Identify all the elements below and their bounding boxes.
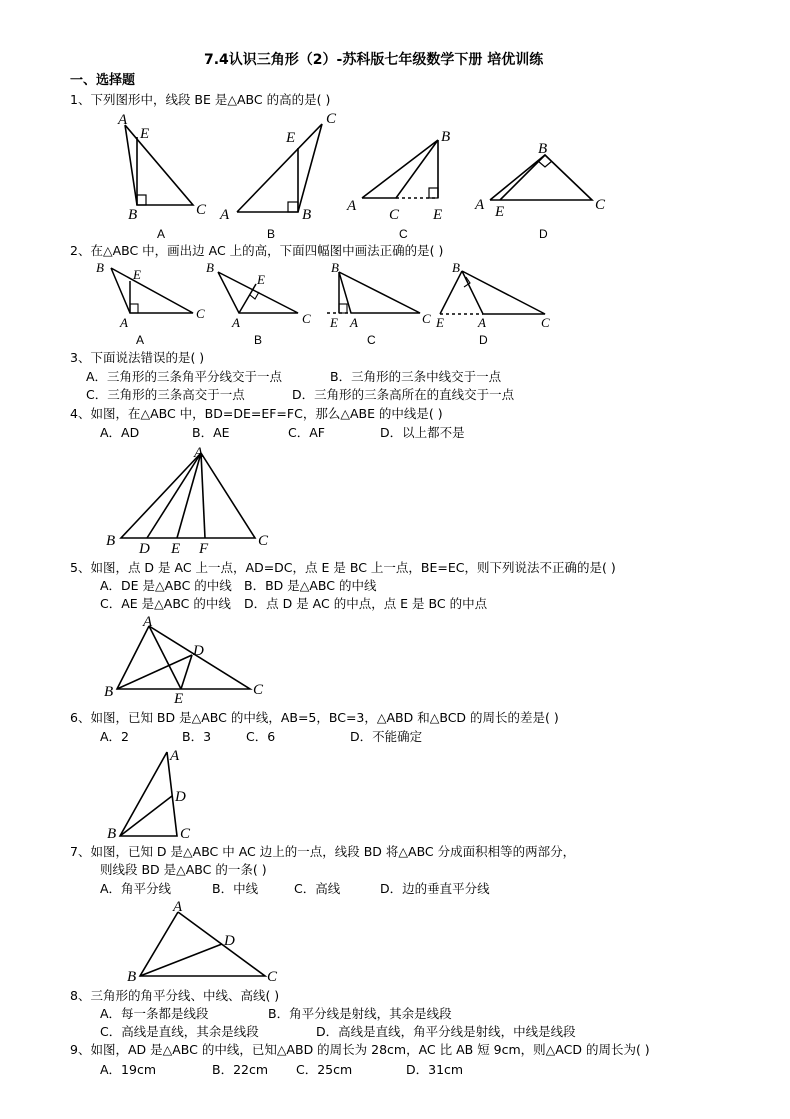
q1-caption-d: D <box>539 227 548 241</box>
q2d-label-A: A <box>478 315 486 330</box>
question-3-text: 3、下面说法错误的是( ) <box>70 350 205 365</box>
q8-option-a: A．每一条都是线段 <box>100 1006 209 1021</box>
q2b-label-C: C <box>302 311 311 326</box>
q7-option-a: A．角平分线 <box>100 881 172 896</box>
q8-option-d: D．高线是直线，角平分线是射线，中线是线段 <box>316 1024 576 1039</box>
q7-label-B: B <box>127 969 137 985</box>
q9-option-c: C．25cm <box>296 1062 353 1077</box>
q1c-label-A: A <box>347 198 357 214</box>
q3-option-a: A．三角形的三条角平分线交于一点 <box>86 369 283 384</box>
q2b-label-B: B <box>206 260 214 275</box>
page-title: 7.4认识三角形（2）-苏科版七年级数学下册 培优训练 <box>204 52 544 68</box>
q2b-label-E: E <box>257 272 265 287</box>
q5-option-a: A．DE 是△ABC 的中线 <box>100 578 232 593</box>
question-5-text: 5、如图，点 D 是 AC 上一点，AD=DC，点 E 是 BC 上一点，BE=EC，则下列说法不正确的是( ) <box>70 560 616 575</box>
q1-caption-a: A <box>157 227 166 241</box>
q2c-label-C: C <box>422 311 431 326</box>
q9-option-a: A．19cm <box>100 1062 157 1077</box>
q1c-label-C: C <box>389 207 400 223</box>
q2-caption-d: D <box>479 333 488 347</box>
q7-label-A: A <box>173 899 183 915</box>
q1a-label-A: A <box>118 112 128 128</box>
q1d-label-E: E <box>495 204 505 220</box>
q2a-label-E: E <box>133 267 141 282</box>
q4-label-E: E <box>171 541 181 557</box>
q9-option-d: D．31cm <box>406 1062 464 1077</box>
q5-label-D: D <box>193 643 204 659</box>
q6-label-C: C <box>180 826 191 842</box>
q6-option-c: C．6 <box>246 729 276 744</box>
q2d-label-C: C <box>541 315 550 330</box>
q2c-label-A: A <box>350 315 358 330</box>
q3-option-d: D．三角形的三条高所在的直线交于一点 <box>292 387 515 402</box>
q5-option-c: C．AE 是△ABC 的中线 <box>100 596 231 611</box>
question-6-text: 6、如图，已知 BD 是△ABC 的中线，AB=5，BC=3，△ABD 和△BCD 的周长的差是( ) <box>70 710 559 725</box>
q1a-label-C: C <box>196 202 207 218</box>
q4-option-b: B．AE <box>192 425 230 440</box>
q2d-label-E: E <box>436 315 444 330</box>
q2-caption-a: A <box>136 333 145 347</box>
q3-option-b: B．三角形的三条中线交于一点 <box>330 369 502 384</box>
section-heading: 一、选择题 <box>70 73 136 88</box>
q2d-label-B: B <box>452 260 460 275</box>
question-1-text: 1、下列图形中，线段 BE 是△ABC 的高的是( ) <box>70 92 331 107</box>
q7-option-c: C．高线 <box>294 881 341 896</box>
q5-label-E: E <box>174 691 184 707</box>
q4-label-D: D <box>139 541 150 557</box>
q7-label-D: D <box>224 933 235 949</box>
question-7-text: 7、如图，已知 D 是△ABC 中 AC 边上的一点，线段 BD 将△ABC 分成面积相等的两部分， <box>70 844 576 859</box>
q4-option-d: D．以上都不是 <box>380 425 465 440</box>
q3-option-c: C．三角形的三条高交于一点 <box>86 387 245 402</box>
q1b-label-B: B <box>302 207 312 223</box>
q8-option-c: C．高线是直线，其余是线段 <box>100 1024 259 1039</box>
question-4-text: 4、如图，在△ABC 中，BD=DE=EF=FC，那么△ABE 的中线是( ) <box>70 406 443 421</box>
q6-option-b: B．3 <box>182 729 212 744</box>
q4-label-F: F <box>199 541 209 557</box>
q4-label-B: B <box>106 533 116 549</box>
q4-option-a: A．AD <box>100 425 140 440</box>
q5-label-A: A <box>143 614 153 630</box>
q1a-label-E: E <box>140 126 150 142</box>
q1-caption-b: B <box>267 227 276 241</box>
q4-option-c: C．AF <box>288 425 325 440</box>
q1d-label-A: A <box>475 197 485 213</box>
q7-option-d: D．边的垂直平分线 <box>380 881 490 896</box>
q1b-label-C: C <box>326 111 337 127</box>
q4-label-A: A <box>194 445 204 461</box>
question-8-text: 8、三角形的角平分线、中线、高线( ) <box>70 988 280 1003</box>
q1d-label-B: B <box>538 141 548 157</box>
q1b-label-E: E <box>286 130 296 146</box>
q2b-label-A: A <box>232 315 240 330</box>
q1d-label-C: C <box>595 197 606 213</box>
q2-caption-c: C <box>367 333 376 347</box>
q6-option-d: D．不能确定 <box>350 729 423 744</box>
q8-option-b: B．角平分线是射线，其余是线段 <box>268 1006 452 1021</box>
question-7-text-cont: 则线段 BD 是△ABC 的一条( ) <box>100 862 267 877</box>
q2a-label-B: B <box>96 260 104 275</box>
q5-label-C: C <box>253 682 264 698</box>
q2c-label-B: B <box>331 260 339 275</box>
q5-label-B: B <box>104 684 114 700</box>
q1a-label-B: B <box>128 207 138 223</box>
q7-option-b: B．中线 <box>212 881 259 896</box>
q6-label-B: B <box>107 826 117 842</box>
q6-option-a: A．2 <box>100 729 130 744</box>
q5-option-d: D．点 D 是 AC 的中点，点 E 是 BC 的中点 <box>244 596 488 611</box>
q6-label-D: D <box>175 789 186 805</box>
q1c-label-E: E <box>433 207 443 223</box>
q2-caption-b: B <box>254 333 263 347</box>
q6-label-A: A <box>170 748 180 764</box>
q4-label-C: C <box>258 533 269 549</box>
q9-option-b: B．22cm <box>212 1062 269 1077</box>
q2a-label-C: C <box>196 306 205 321</box>
q7-label-C: C <box>267 969 278 985</box>
q1b-label-A: A <box>220 207 230 223</box>
q2a-label-A: A <box>120 315 128 330</box>
q1c-label-B: B <box>441 129 451 145</box>
question-2-text: 2、在△ABC 中，画出边 AC 上的高，下面四幅图中画法正确的是( ) <box>70 243 444 258</box>
q5-option-b: B．BD 是△ABC 的中线 <box>244 578 377 593</box>
q2c-label-E: E <box>330 315 338 330</box>
q1-caption-c: C <box>399 227 408 241</box>
question-9-text: 9、如图，AD 是△ABC 的中线，已知△ABD 的周长为 28cm，AC 比 AB 短 9cm，则△ACD 的周长为( ) <box>70 1042 650 1057</box>
